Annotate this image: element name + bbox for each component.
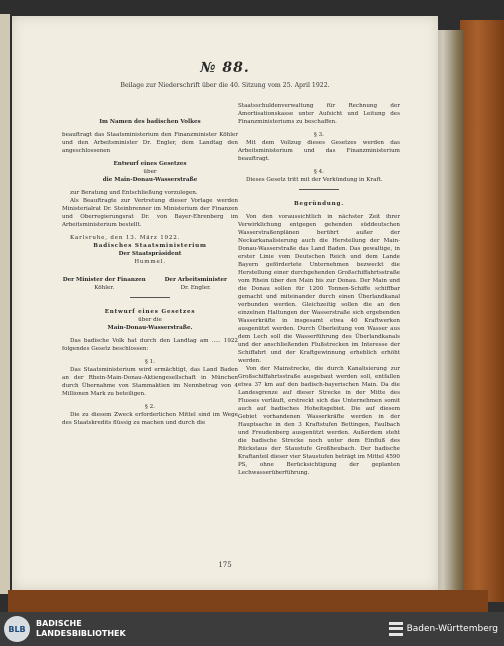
library-name[interactable] xyxy=(36,619,126,639)
right-column xyxy=(238,102,400,477)
viewer-footer xyxy=(0,612,504,646)
state-logo[interactable] xyxy=(389,621,498,637)
document-page xyxy=(12,16,438,590)
ministers-signatures xyxy=(62,276,238,292)
blb-logo-icon[interactable]: BLB xyxy=(4,616,30,642)
paragraph: Von den voraussichtlich in nächster Zeit ihrer Verwirklichung entgegen gehenden süddeutschen Wasserstraßenplänen berührt außer der Neckarkanalisierung auch die Herstellung der Main-Donau-Wasserstraße das Land Baden. Das gewaltige, in erster Linie vom Deutschen Reich und dem Lande Bayern gefördertete Unternehmen bezweckt die Herstellung einer durchgehenden Großschiffahrtsstraße vom Rhein über den Main bis zur Donau. Der Main und die Donau sollen für 1200 Tonnen-Schiffe schiffbar gemacht und miteinander durch einen Überlandkanal verbunden werden. Gleichzeitig sollen die an den einzelnen Haltungen der Wasserstraße sich ergebenden Wasserkräfte in insgesamt etwa 40 Kraftwerken ausgenützt werden. Durch Überleitung von Wasser aus dem Lech soll die Wasserführung des Überlandkanals und der anschließenden Flußstrecken im Interesse der Schiffahrt und der Kraftgewinnung erheblich erhöht werden. xyxy=(238,214,400,364)
paragraph: Die zu diesem Zweck erforderlichen Mittel sind im Wege des Staatskredits flüssig zu machen und durch die xyxy=(62,412,238,426)
section-heading: § 1. xyxy=(145,359,155,365)
coat-of-arms-icon xyxy=(389,621,403,637)
paragraph: Mit dem Vollzug dieses Gesetzes werden das Arbeitsministerium und das Finanzministerium beauftragt. xyxy=(238,140,400,162)
library-name-line2: LANDESBIBLIOTHEK xyxy=(36,629,126,638)
paragraph: Das badische Volk hat durch den Landtag am ..... 1922 folgendes Gesetz beschlossen: xyxy=(62,338,238,352)
signature-name: Hummel. xyxy=(134,259,166,265)
left-column xyxy=(62,102,238,427)
paragraph: Als Beauftragte zur Vertretung dieser Vorlage werden Ministerialrat Dr. Steinbrenner im Ministerium der Finanzen und Oberregierungsrat Dr. von Bayer-Ehrenberg im Arbeitsministerium bestellt. xyxy=(62,198,238,228)
signature-name: Köhler. xyxy=(94,285,115,291)
heading-main-donau: Main-Donau-Wasserstraße. xyxy=(107,325,193,331)
signature-ministry: Badisches Staatsministerium xyxy=(93,243,207,249)
paragraph: Das Staatsministerium wird ermächtigt, das Land Baden an der Rhein-Main-Donau-Aktiengesellschaft in München durch Übernahme von Stammaktien im Nennbetrag von 4 Millionen Mark zu beteiligen. xyxy=(62,367,238,397)
state-name: Baden-Württemberg xyxy=(406,624,498,634)
text-ueber-die: über die xyxy=(138,317,162,323)
section-heading: § 4. xyxy=(314,169,324,175)
heading-entwurf: Entwurf eines Gesetzes xyxy=(104,309,196,315)
book-cover-bottom xyxy=(8,590,488,612)
document-subtitle: Beilage zur Niederschrift über die 40. Sitzung vom 25. April 1922. xyxy=(120,82,330,89)
place-date: Karlsruhe, den 13. März 1922. xyxy=(70,235,181,241)
signature-title: Der Arbeitsminister xyxy=(164,277,227,283)
labour-minister-signature xyxy=(154,276,238,292)
divider xyxy=(299,189,339,190)
signature-title: Der Minister der Finanzen xyxy=(62,277,146,283)
page-stack-edge xyxy=(434,30,464,590)
text-ueber: über xyxy=(143,169,157,175)
heading-entwurf: Entwurf eines Gesetzes xyxy=(113,161,187,167)
heading-im-namen: Im Namen des badischen Volkes xyxy=(99,119,201,125)
paragraph: Von der Mainstrecke, die durch Kanalisierung zur Großschiffahrtsstraße ausgebaut werden soll, entfallen etwa 37 km auf den badisch-bayerischen Main. Da die Landesgrenze auf dieser Strecke in der Mitte des Flusses verläuft, erstreckt sich das Unternehmen somit auch auf badisches Hoheitsgebiet. Die auf diesem Gebiet vorhandenen Wasserkräfte werden in der Hauptsache in den 3 Kraftstufen Bettingen, Faulbach und Freudenberg ausgenützt werden. Außerdem steht die badische Strecke noch unter dem Einfluß des Rückstaus der Staustufe Großheubach. Der badische Kraftanteil dieser vier Staustufen beträgt im Mittel 4590 PS, ohne Berücksichtigung der geplanten Lechwasserüberführung. xyxy=(238,366,400,476)
page-number: 175 xyxy=(218,561,232,569)
finance-minister-signature xyxy=(62,276,146,292)
signature-title: Der Staatspräsident xyxy=(118,251,182,257)
heading-main-donau: die Main-Donau-Wasserstraße xyxy=(102,177,198,183)
library-name-line1: BADISCHE xyxy=(36,619,82,628)
signature-name: Dr. Engler. xyxy=(180,285,211,291)
paragraph: zur Beratung und Entschließung vorzulegen. xyxy=(70,190,198,196)
document-number: № 88. xyxy=(200,60,250,76)
heading-begruendung: Begründung. xyxy=(294,201,344,207)
book-cover-edge xyxy=(460,20,504,602)
left-page-edge xyxy=(0,14,10,594)
paragraph: beauftragt das Staatsministerium den Finanzminister Köhler und den Arbeitsminister Dr. Engler, dem Landtag den angeschlossenen xyxy=(62,132,238,154)
divider xyxy=(130,297,170,298)
paragraph: Dieses Gesetz tritt mit der Verkündung in Kraft. xyxy=(246,177,383,183)
paragraph: Staatsschuldenverwaltung für Rechnung der Amortisationskasse unter Aufsicht und Leitung des Finanzministeriums zu beschaffen. xyxy=(238,103,400,125)
section-heading: § 2. xyxy=(145,404,155,410)
section-heading: § 3. xyxy=(314,132,324,138)
